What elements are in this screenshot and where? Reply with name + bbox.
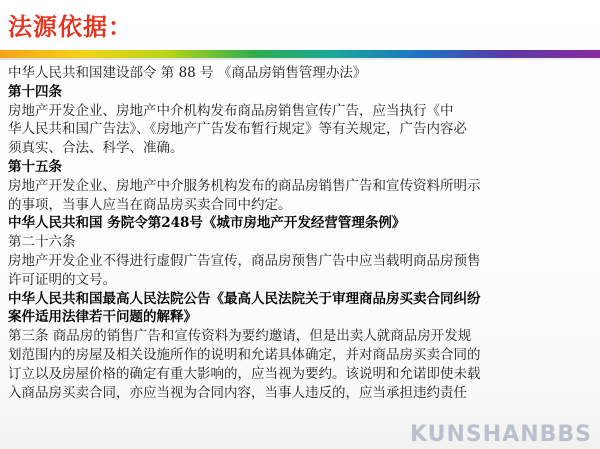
text-line: 第三条 商品房的销售广告和宣传资料为要约邀请，但是出卖人就商品房开发规	[8, 328, 472, 345]
text-line: 须真实、合法、科学、准确。	[8, 140, 184, 157]
text-line: 的事项，当事人应当在商品房买卖合同中约定。	[8, 196, 292, 213]
text-line: 许可证明的文号。	[8, 271, 116, 288]
text-line: 第十四条	[8, 83, 62, 100]
text-line: 第二十六条	[8, 234, 76, 251]
text-line: 划范围内的房屋及相关设施所作的说明和允诺具体确定，并对商品房买卖合同的	[8, 346, 481, 363]
text-line: 案件适用法律若干问题的解释》	[8, 309, 197, 326]
divider-shadow	[0, 58, 600, 60]
text-line: 中华人民共和国最高人民法院公告《最高人民法院关于审理商品房买卖合同纠纷	[8, 290, 481, 307]
slide-title: 法源依据：	[8, 12, 133, 41]
text-line: 房地产开发企业、房地产中介服务机构发布的商品房销售广告和宣传资料所明示	[8, 177, 481, 194]
text-line: 房地产开发企业、房地产中介机构发布商品房销售宣传广告，应当执行《中	[8, 102, 454, 119]
text-line: 房地产开发企业不得进行虚假广告宣传，商品房预售广告中应当载明商品房预售	[8, 252, 481, 269]
text-line: 入商品房买卖合同，亦应当视为合同内容，当事人违反的，应当承担违约责任	[8, 384, 467, 401]
text-line: 订立以及房屋价格的确定有重大影响的，应当视为要约。该说明和允诺即使未载	[8, 365, 481, 382]
watermark: KUNSHANBBS	[409, 422, 592, 447]
text-line: 第十五条	[8, 158, 62, 175]
text-line: 华人民共和国广告法》、《房地产广告发布暂行规定》等有关规定，广告内容必	[8, 121, 467, 138]
text-line: 中华人民共和国 务院令第248号《城市房地产开发经营管理条例》	[8, 215, 406, 232]
rainbow-divider	[0, 50, 600, 58]
legal-text-body	[8, 64, 596, 402]
text-line: 中华人民共和国建设部令 第 88 号 《商品房销售管理办法》	[8, 65, 367, 81]
